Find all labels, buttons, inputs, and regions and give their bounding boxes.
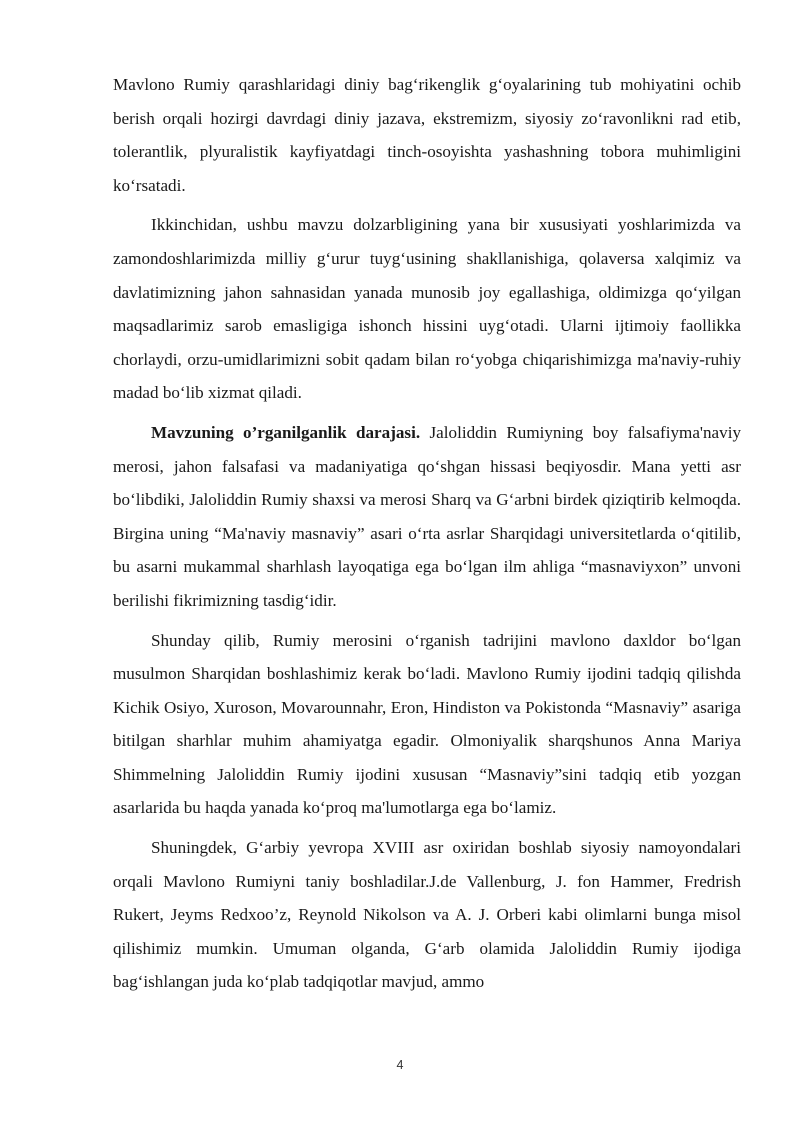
paragraph-3	[113, 416, 741, 618]
paragraph-4-text: Shunday qilib, Rumiy merosini o‘rganish tadrijini mavlono daxldor bo‘lgan musulmon Sharqidan boshlashimiz kerak bo‘ladi. Mavlono Rumiy ijodini tadqiq qilishda Kichik Osiyo, Xuroson, Movarounnahr, Eron, Hindiston va Pokistonda “Masnaviy” asariga bitilgan sharhlar muhim ahamiyatga egadir. Olmoniyalik sharqshunos Anna Mariya Shimmelning Jaloliddin Rumiy ijodini xususan “Masnaviy”sini tadqiq etib yozgan asarlarida bu haqda yanada ko‘proq ma'lumotlarga ega bo‘lamiz.	[113, 630, 741, 818]
paragraph-5-text: Shuningdek, G‘arbiy yevropa XVIII asr oxiridan boshlab siyosiy namoyondalari orqali Mavlono Rumiyni taniy boshladilar.J.de Vallenburg, J. fon Hammer, Fredrish Rukert, Jeyms Redxoo’z, Reynold Nikolson va A. J. Orberi kabi olimlarni bunga misol qilishimiz mumkin. Umuman olganda, G‘arb olamida Jaloliddin Rumiy ijodiga bag‘ishlangan juda ko‘plab tadqiqotlar mavjud, ammo	[113, 838, 741, 992]
document-page	[113, 68, 741, 999]
paragraph-1-text: Mavlono Rumiy qarashlaridagi diniy bag‘rikenglik g‘oyalarining tub mohiyatini ochib berish orqali hozirgi davrdagi diniy jazava, ekstremizm, siyosiy zo‘ravonlikni rad etib, tolerantlik, plyuralistik kayfiyatdagi tinch-osoyishta yashashning tobora muhimligini ko‘rsatadi.	[113, 75, 741, 195]
page-number: 4	[396, 1058, 404, 1072]
section-heading: Mavzuning o’rganilganlik darajasi.	[151, 422, 421, 442]
paragraph-2	[113, 208, 741, 410]
paragraph-1	[113, 68, 741, 202]
paragraph-5	[113, 831, 741, 999]
paragraph-3-text: Jaloliddin Rumiyning boy falsafiyma'naviy merosi, jahon falsafasi va madaniyatiga qo‘shgan hissasi beqiyosdir. Mana yetti asr bo‘libdiki, Jaloliddin Rumiy shaxsi va merosi Sharq va G‘arbni birdek qiziqtirib kelmoqda. Birgina uning “Ma'naviy masnaviy” asari o‘rta asrlar Sharqidagi universitetlarda o‘qitilib, bu asarni mukammal sharhlash layoqatiga ega bo‘lgan ilm ahliga “masnaviyxon” unvoni berilishi fikrimizning tasdig‘idir.	[113, 422, 741, 610]
paragraph-4	[113, 624, 741, 826]
paragraph-2-text: Ikkinchidan, ushbu mavzu dolzarbligining yana bir xususiyati yoshlarimizda va zamondoshlarimizda milliy g‘urur tuyg‘usining shakllanishiga, qolaversa xalqimiz va davlatimizning jahon sahnasidan yanada munosib joy egallashiga, oldimizga qo‘yilgan maqsadlarimiz sarob emasligiga ishonch hissini uyg‘otadi. Ularni ijtimoiy faollikka chorlaydi, orzu-umidlarimizni sobit qadam bilan ro‘yobga chiqarishimizga ma'naviy-ruhiy madad bo‘lib xizmat qiladi.	[113, 215, 741, 403]
